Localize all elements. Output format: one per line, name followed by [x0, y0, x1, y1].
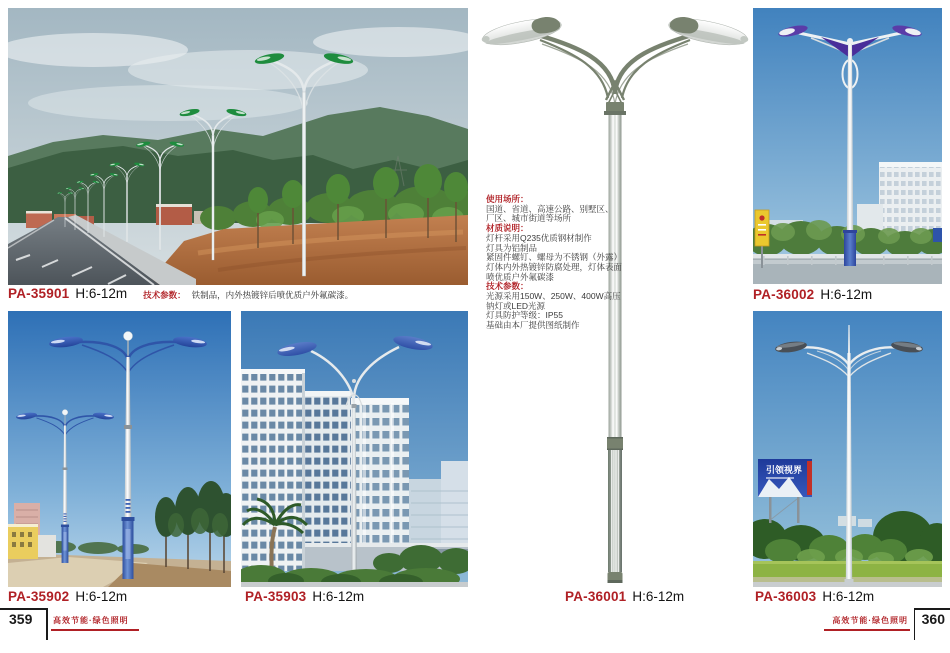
photo-pa-35901: [8, 8, 468, 285]
billboard-text: 引领视界: [766, 465, 803, 475]
product-label-pa-35902: [8, 589, 127, 604]
page-number-left: 359: [9, 611, 33, 627]
footer-slogan-underline: [51, 629, 139, 631]
footer-divider: [914, 608, 916, 640]
product-size: H:6-12m: [312, 589, 365, 604]
tech-note-text: 铁制品，内外热镀锌后喷优质户外氟碳漆。: [191, 290, 354, 300]
spec-line: 紧固件螺钉、螺母为不锈钢（外露）: [486, 252, 623, 263]
product-code: PA-35902: [8, 589, 70, 604]
product-code: PA-36002: [753, 287, 815, 302]
road-scene-illustration: [8, 8, 468, 285]
page-number-right: 360: [921, 611, 945, 627]
product-code: PA-35901: [8, 286, 70, 301]
spec-line: 光源采用150W、250W、400W高压: [486, 291, 621, 302]
footer-divider: [46, 608, 48, 640]
spec-line: 灯体内外热镀锌防腐处理，灯体表面: [486, 261, 623, 272]
spec-line: 基础由本厂提供图纸制作: [486, 320, 580, 331]
product-label-pa-36001: [565, 589, 684, 604]
footer-right: [750, 608, 950, 644]
photo-pa-35903: [241, 311, 468, 587]
city-scene-illustration: [241, 311, 468, 587]
lamp-scene-illustration: [753, 311, 942, 587]
product-label-pa-35901: [8, 286, 353, 301]
spec-line: 喷优质户外氟碳漆: [486, 271, 555, 282]
product-label-pa-36002: [753, 287, 872, 302]
spec-line: 灯具防护等级：IP55: [486, 310, 563, 321]
product-code: PA-36003: [755, 589, 817, 604]
photo-pa-35902: [8, 311, 231, 587]
footer-slogan-left: 高效节能·绿色照明: [53, 616, 129, 625]
product-size: H:6-12m: [75, 589, 128, 604]
photo-pa-36002: [753, 8, 942, 284]
lamp-scene-illustration: [8, 311, 231, 587]
tech-note-label: 技术参数：: [143, 290, 186, 300]
spec-line: 厂区、城市街道等场所: [486, 213, 572, 224]
footer-slogan-right: 高效节能·绿色照明: [832, 616, 908, 625]
spec-line: 灯具为铝制品: [486, 242, 538, 253]
photo-pa-36003: [753, 311, 942, 587]
footer-rule: [914, 608, 950, 610]
spec-line: 灯杆采用Q235优质钢材制作: [486, 232, 592, 243]
product-code: PA-35903: [245, 589, 307, 604]
footer-slogan-underline: [824, 629, 910, 631]
lamp-scene-illustration: [753, 8, 942, 284]
product-size: H:6-12m: [75, 286, 128, 301]
product-size: H:6-12m: [822, 589, 875, 604]
spec-material-title: 材质说明：: [486, 223, 529, 234]
product-label-pa-36003: [755, 589, 874, 604]
spec-line: 钠灯或LED光源: [486, 300, 546, 311]
footer-rule: [0, 608, 47, 610]
spec-block: [486, 194, 623, 331]
product-size: H:6-12m: [820, 287, 873, 302]
product-size: H:6-12m: [632, 589, 685, 604]
spec-line: 国道、省道、高速公路、别墅区、: [486, 203, 614, 214]
product-code: PA-36001: [565, 589, 627, 604]
spec-usage-title: 使用场所：: [486, 194, 529, 204]
spec-tech-title: 技术参数：: [486, 281, 529, 292]
footer-left: [0, 608, 200, 644]
product-label-pa-35903: [245, 589, 364, 604]
